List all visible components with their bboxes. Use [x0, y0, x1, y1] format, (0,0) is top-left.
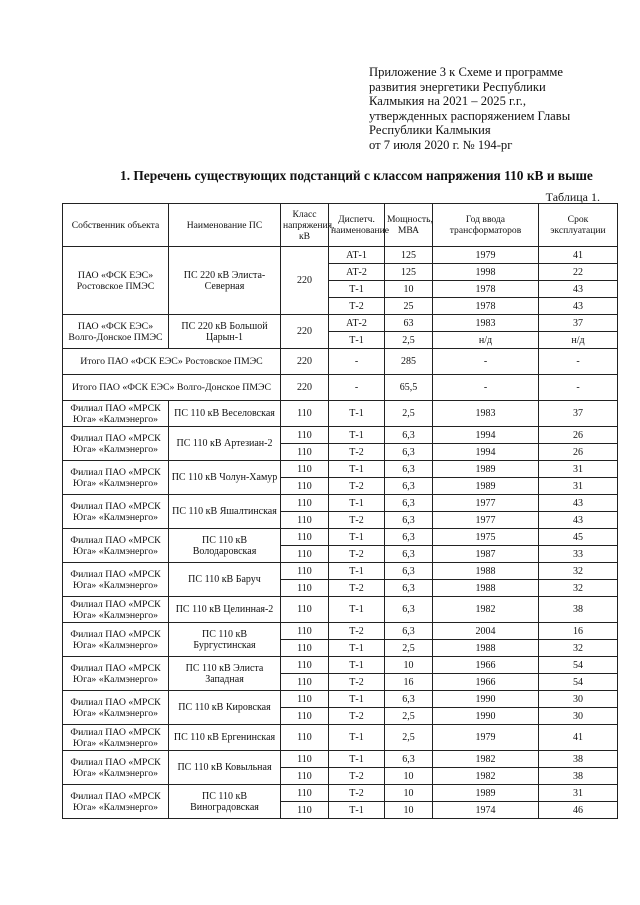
voltage-cell: 220	[281, 349, 329, 375]
dispatch-cell: АТ-2	[329, 315, 385, 332]
dispatch-cell: Т-2	[329, 674, 385, 691]
year-cell: 1988	[433, 563, 539, 580]
substation-name-cell: ПС 110 кВ Бургустинская	[169, 623, 281, 657]
power-cell: 10	[385, 768, 433, 785]
table-row	[63, 725, 618, 751]
power-cell: 6,3	[385, 478, 433, 495]
year-cell: 1987	[433, 546, 539, 563]
term-cell: -	[539, 375, 618, 401]
voltage-cell: 110	[281, 708, 329, 725]
term-cell: 38	[539, 751, 618, 768]
power-cell: 6,3	[385, 751, 433, 768]
power-cell: 6,3	[385, 444, 433, 461]
table-row	[63, 623, 618, 640]
year-cell: 1978	[433, 298, 539, 315]
voltage-cell: 110	[281, 495, 329, 512]
voltage-cell: 220	[281, 375, 329, 401]
dispatch-cell: Т-1	[329, 563, 385, 580]
term-cell: 37	[539, 401, 618, 427]
dispatch-cell: Т-2	[329, 768, 385, 785]
term-cell: 43	[539, 512, 618, 529]
appendix-line: Республики Калмыкия	[369, 123, 491, 138]
year-cell: 1977	[433, 512, 539, 529]
term-cell: 37	[539, 315, 618, 332]
power-cell: 10	[385, 281, 433, 298]
dispatch-cell: Т-1	[329, 725, 385, 751]
term-cell: 45	[539, 529, 618, 546]
voltage-cell: 220	[281, 247, 329, 315]
substation-name-cell: ПС 110 кВ Целинная-2	[169, 597, 281, 623]
dispatch-cell: Т-1	[329, 461, 385, 478]
owner-cell: ПАО «ФСК ЕЭС» Ростовское ПМЭС	[63, 247, 169, 315]
dispatch-cell: Т-1	[329, 529, 385, 546]
substation-name-cell: ПС 110 кВ Ковыльная	[169, 751, 281, 785]
dispatch-cell: Т-1	[329, 401, 385, 427]
term-cell: 31	[539, 478, 618, 495]
table-row	[63, 495, 618, 512]
year-cell: 1990	[433, 708, 539, 725]
voltage-cell: 220	[281, 315, 329, 349]
power-cell: 2,5	[385, 725, 433, 751]
owner-cell: Филиал ПАО «МРСК Юга» «Калмэнерго»	[63, 597, 169, 623]
dispatch-cell: Т-2	[329, 444, 385, 461]
power-cell: 125	[385, 264, 433, 281]
substations-table	[62, 203, 618, 819]
appendix-note	[369, 65, 595, 153]
voltage-cell: 110	[281, 751, 329, 768]
col-voltage-header: Класс напряжения, кВ	[281, 204, 329, 247]
table-row	[63, 529, 618, 546]
table-row	[63, 597, 618, 623]
section-heading: 1. Перечень существующих подстанций с классом напряжения 110 кВ и выше	[120, 168, 593, 183]
term-cell: 22	[539, 264, 618, 281]
dispatch-cell: Т-2	[329, 580, 385, 597]
year-cell: 1982	[433, 751, 539, 768]
dispatch-cell: Т-1	[329, 640, 385, 657]
term-cell: 54	[539, 674, 618, 691]
dispatch-cell: Т-1	[329, 751, 385, 768]
substation-name-cell: ПС 220 кВ Большой Царын-1	[169, 315, 281, 349]
voltage-cell: 110	[281, 401, 329, 427]
table-row	[63, 751, 618, 768]
voltage-cell: 110	[281, 478, 329, 495]
term-cell: 43	[539, 495, 618, 512]
power-cell: 6,3	[385, 597, 433, 623]
appendix-line: развития энергетики Республики	[369, 79, 546, 94]
substation-name-cell: ПС 110 кВ Артезиан-2	[169, 427, 281, 461]
power-cell: 10	[385, 657, 433, 674]
power-cell: 6,3	[385, 580, 433, 597]
dispatch-cell: Т-2	[329, 708, 385, 725]
dispatch-cell: Т-2	[329, 512, 385, 529]
dispatch-cell: АТ-1	[329, 247, 385, 264]
power-cell: 6,3	[385, 546, 433, 563]
voltage-cell: 110	[281, 768, 329, 785]
substation-name-cell: ПС 110 кВ Яшалтинская	[169, 495, 281, 529]
table-row	[63, 401, 618, 427]
header-row	[63, 204, 618, 247]
term-cell: 41	[539, 247, 618, 264]
dispatch-cell: Т-1	[329, 691, 385, 708]
power-cell: 10	[385, 802, 433, 819]
voltage-cell: 110	[281, 427, 329, 444]
power-cell: 285	[385, 349, 433, 375]
power-cell: 2,5	[385, 332, 433, 349]
year-cell: 1983	[433, 315, 539, 332]
table-row	[63, 691, 618, 708]
voltage-cell: 110	[281, 657, 329, 674]
dispatch-cell: Т-2	[329, 298, 385, 315]
col-owner-header: Собственник объекта	[63, 204, 169, 247]
voltage-cell: 110	[281, 529, 329, 546]
substation-name-cell: ПС 110 кВ Володаровская	[169, 529, 281, 563]
col-year-header: Год ввода трансформаторов	[433, 204, 539, 247]
col-power-header: Мощность, МВА	[385, 204, 433, 247]
voltage-cell: 110	[281, 802, 329, 819]
power-cell: 125	[385, 247, 433, 264]
year-cell: 1982	[433, 597, 539, 623]
owner-cell: Филиал ПАО «МРСК Юга» «Калмэнерго»	[63, 725, 169, 751]
power-cell: 2,5	[385, 640, 433, 657]
power-cell: 6,3	[385, 563, 433, 580]
power-cell: 2,5	[385, 708, 433, 725]
substation-name-cell: ПС 110 кВ Веселовская	[169, 401, 281, 427]
dispatch-cell: Т-1	[329, 802, 385, 819]
term-cell: 43	[539, 281, 618, 298]
power-cell: 6,3	[385, 461, 433, 478]
table-row	[63, 315, 618, 332]
year-cell: 1988	[433, 580, 539, 597]
year-cell: 1998	[433, 264, 539, 281]
voltage-cell: 110	[281, 674, 329, 691]
year-cell: 1983	[433, 401, 539, 427]
total-row	[63, 375, 618, 401]
dispatch-cell: Т-2	[329, 623, 385, 640]
table-body	[63, 247, 618, 819]
term-cell: 16	[539, 623, 618, 640]
year-cell: 1994	[433, 444, 539, 461]
owner-cell: Филиал ПАО «МРСК Юга» «Калмэнерго»	[63, 785, 169, 819]
owner-cell: Филиал ПАО «МРСК Юга» «Калмэнерго»	[63, 623, 169, 657]
appendix-line: Калмыкия на 2021 – 2025 г.г.,	[369, 94, 526, 109]
year-cell: 1966	[433, 674, 539, 691]
owner-cell: Филиал ПАО «МРСК Юга» «Калмэнерго»	[63, 401, 169, 427]
substation-name-cell: ПС 110 кВ Чолун-Хамур	[169, 461, 281, 495]
dispatch-cell: Т-1	[329, 495, 385, 512]
power-cell: 6,3	[385, 512, 433, 529]
term-cell: 38	[539, 597, 618, 623]
dispatch-cell: Т-1	[329, 332, 385, 349]
dispatch-cell: Т-1	[329, 597, 385, 623]
total-row	[63, 349, 618, 375]
term-cell: н/д	[539, 332, 618, 349]
owner-cell: Филиал ПАО «МРСК Юга» «Калмэнерго»	[63, 751, 169, 785]
dispatch-cell: Т-2	[329, 546, 385, 563]
dispatch-cell: Т-1	[329, 657, 385, 674]
voltage-cell: 110	[281, 563, 329, 580]
power-cell: 6,3	[385, 427, 433, 444]
term-cell: 31	[539, 461, 618, 478]
substation-name-cell: ПС 220 кВ Элиста-Северная	[169, 247, 281, 315]
col-dispatch-header: Диспетч. наименование	[329, 204, 385, 247]
year-cell: н/д	[433, 332, 539, 349]
dispatch-cell: -	[329, 349, 385, 375]
owner-cell: Филиал ПАО «МРСК Юга» «Калмэнерго»	[63, 657, 169, 691]
owner-cell: Филиал ПАО «МРСК Юга» «Калмэнерго»	[63, 529, 169, 563]
year-cell: 1982	[433, 768, 539, 785]
substation-name-cell: ПС 110 кВ Виноградовская	[169, 785, 281, 819]
voltage-cell: 110	[281, 580, 329, 597]
dispatch-cell: Т-2	[329, 785, 385, 802]
term-cell: 30	[539, 691, 618, 708]
appendix-line: утвержденных распоряжением Главы	[369, 108, 571, 123]
col-name-header: Наименование ПС	[169, 204, 281, 247]
appendix-line: Приложение 3 к Схеме и программе	[369, 65, 563, 79]
term-cell: 38	[539, 768, 618, 785]
voltage-cell: 110	[281, 444, 329, 461]
substation-name-cell: ПС 110 кВ Кировская	[169, 691, 281, 725]
total-label: Итого ПАО «ФСК ЕЭС» Ростовское ПМЭС	[63, 349, 281, 375]
voltage-cell: 110	[281, 512, 329, 529]
year-cell: 1988	[433, 640, 539, 657]
power-cell: 6,3	[385, 495, 433, 512]
year-cell: 1989	[433, 478, 539, 495]
dispatch-cell: АТ-2	[329, 264, 385, 281]
dispatch-cell: Т-1	[329, 427, 385, 444]
table-row	[63, 247, 618, 264]
term-cell: 30	[539, 708, 618, 725]
table-row	[63, 785, 618, 802]
power-cell: 2,5	[385, 401, 433, 427]
term-cell: 41	[539, 725, 618, 751]
term-cell: 32	[539, 563, 618, 580]
table-row	[63, 461, 618, 478]
dispatch-cell: Т-1	[329, 281, 385, 298]
power-cell: 63	[385, 315, 433, 332]
owner-cell: Филиал ПАО «МРСК Юга» «Калмэнерго»	[63, 495, 169, 529]
year-cell: 1977	[433, 495, 539, 512]
table-caption: Таблица 1.	[545, 190, 600, 204]
owner-cell: Филиал ПАО «МРСК Юга» «Калмэнерго»	[63, 691, 169, 725]
voltage-cell: 110	[281, 691, 329, 708]
term-cell: 26	[539, 444, 618, 461]
year-cell: 1966	[433, 657, 539, 674]
voltage-cell: 110	[281, 597, 329, 623]
substation-name-cell: ПС 110 кВ Баруч	[169, 563, 281, 597]
dispatch-cell: Т-2	[329, 478, 385, 495]
year-cell: 1979	[433, 725, 539, 751]
voltage-cell: 110	[281, 461, 329, 478]
voltage-cell: 110	[281, 623, 329, 640]
year-cell: 2004	[433, 623, 539, 640]
year-cell: 1989	[433, 785, 539, 802]
year-cell: 1978	[433, 281, 539, 298]
term-cell: -	[539, 349, 618, 375]
power-cell: 6,3	[385, 623, 433, 640]
term-cell: 32	[539, 580, 618, 597]
dispatch-cell: -	[329, 375, 385, 401]
year-cell: 1974	[433, 802, 539, 819]
voltage-cell: 110	[281, 785, 329, 802]
term-cell: 26	[539, 427, 618, 444]
power-cell: 65,5	[385, 375, 433, 401]
term-cell: 54	[539, 657, 618, 674]
appendix-line: от 7 июля 2020 г. № 194-рг	[369, 137, 513, 152]
power-cell: 16	[385, 674, 433, 691]
power-cell: 25	[385, 298, 433, 315]
term-cell: 46	[539, 802, 618, 819]
substation-name-cell: ПС 110 кВ Ергенинская	[169, 725, 281, 751]
table-row	[63, 657, 618, 674]
year-cell: 1989	[433, 461, 539, 478]
voltage-cell: 110	[281, 640, 329, 657]
term-cell: 32	[539, 640, 618, 657]
term-cell: 31	[539, 785, 618, 802]
owner-cell: Филиал ПАО «МРСК Юга» «Калмэнерго»	[63, 563, 169, 597]
col-term-header: Срок эксплуатации	[539, 204, 618, 247]
term-cell: 43	[539, 298, 618, 315]
year-cell: 1994	[433, 427, 539, 444]
owner-cell: Филиал ПАО «МРСК Юга» «Калмэнерго»	[63, 427, 169, 461]
substation-name-cell: ПС 110 кВ Элиста Западная	[169, 657, 281, 691]
term-cell: 33	[539, 546, 618, 563]
power-cell: 10	[385, 785, 433, 802]
power-cell: 6,3	[385, 691, 433, 708]
year-cell: 1990	[433, 691, 539, 708]
year-cell: 1975	[433, 529, 539, 546]
voltage-cell: 110	[281, 725, 329, 751]
year-cell: -	[433, 375, 539, 401]
year-cell: 1979	[433, 247, 539, 264]
table-row	[63, 563, 618, 580]
owner-cell: ПАО «ФСК ЕЭС» Волго-Донское ПМЭС	[63, 315, 169, 349]
total-label: Итого ПАО «ФСК ЕЭС» Волго-Донское ПМЭС	[63, 375, 281, 401]
year-cell: -	[433, 349, 539, 375]
owner-cell: Филиал ПАО «МРСК Юга» «Калмэнерго»	[63, 461, 169, 495]
table-row	[63, 427, 618, 444]
voltage-cell: 110	[281, 546, 329, 563]
power-cell: 6,3	[385, 529, 433, 546]
